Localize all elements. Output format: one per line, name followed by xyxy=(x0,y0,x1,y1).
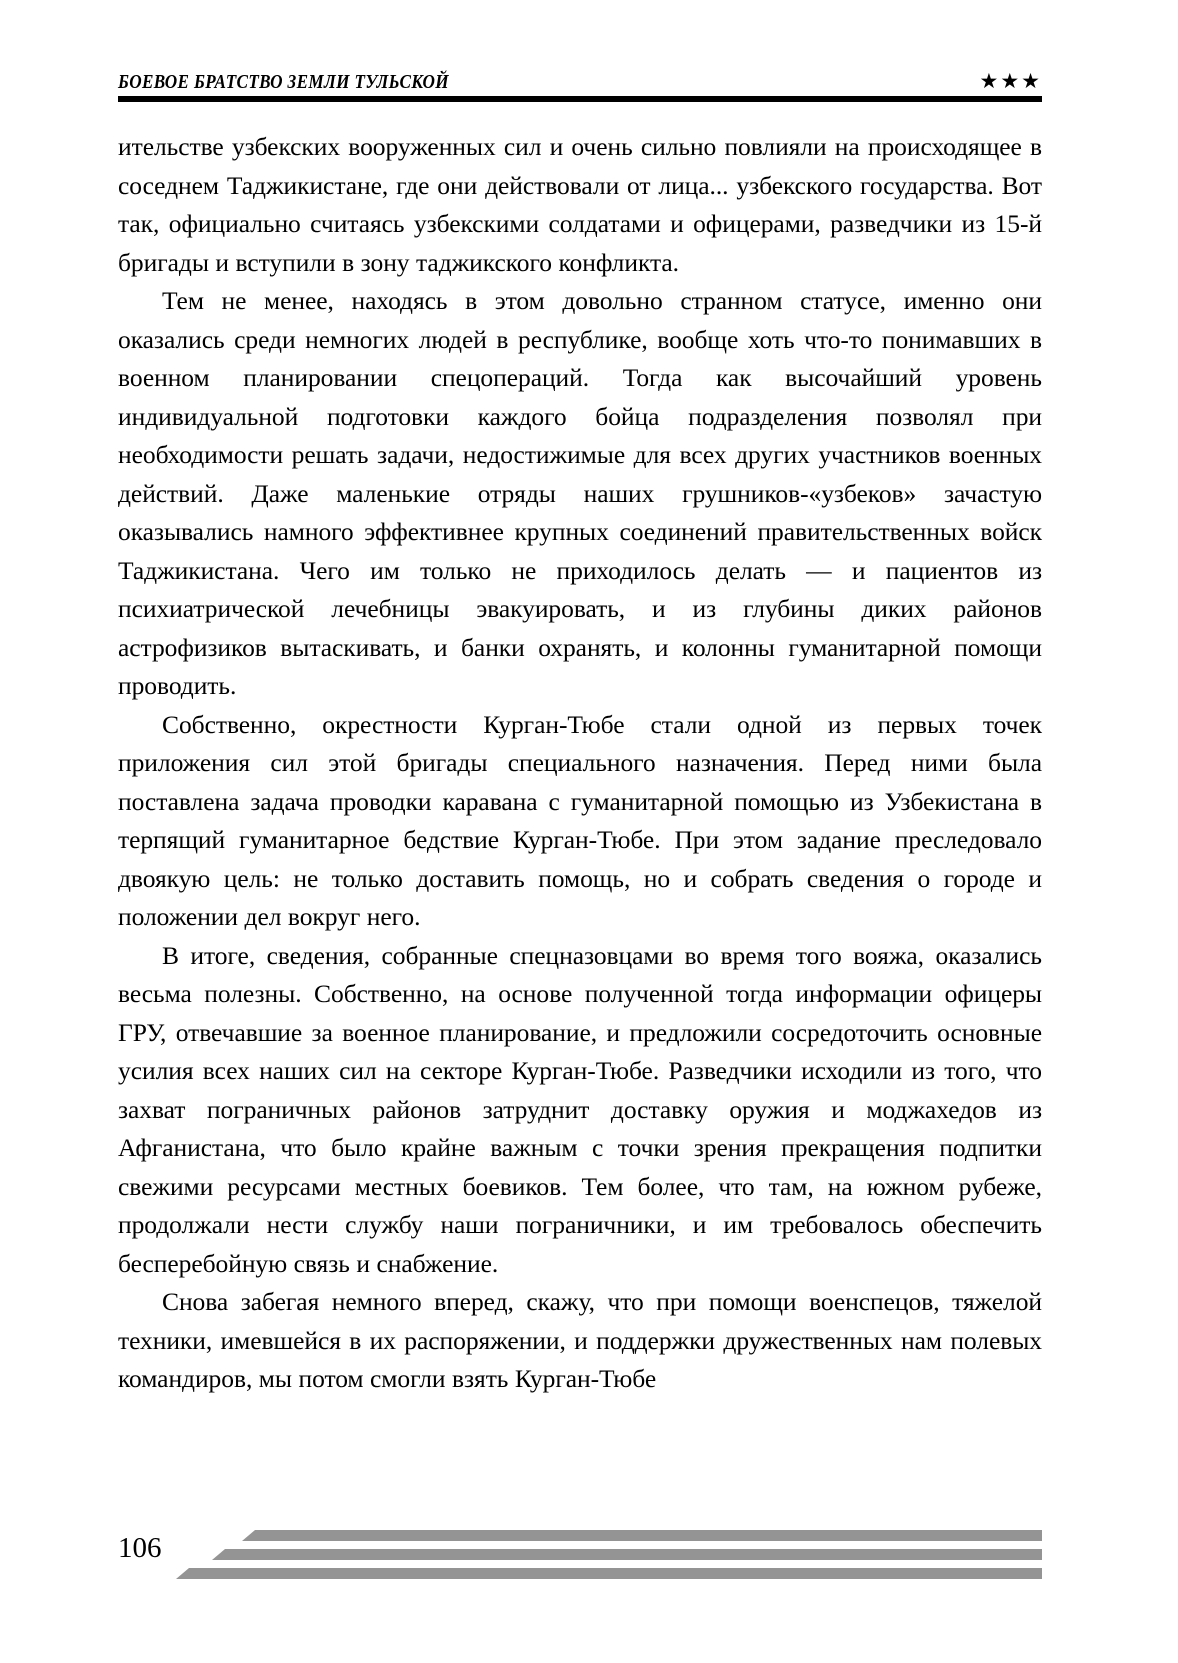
paragraph: В итоге, сведения, собранные спецназовцами во время того вояжа, оказались весьма полезны. Собственно, на основе полученной тогда информации офицеры ГРУ, отвечавшие за военное планирование, и предложили сосредоточить основные усилия всех наших сил на секторе Курган-Тюбе. Разведчики исходили из того, что захват пограничных районов затруднит доставку оружия и моджахедов из Афганистана, что было крайне важным с точки зрения прекращения подпитки свежими ресурсами местных боевиков. Тем более, что там, на южном рубеже, продолжали нести службу наши пограничники, и им требовалось обеспечить бесперебойную связь и снабжение. xyxy=(118,940,1042,1278)
body-text-column xyxy=(118,128,1042,1399)
footer-bar xyxy=(176,1568,1042,1579)
paragraph: ительстве узбекских вооруженных сил и очень сильно повлияли на происходящее в соседнем Таджикистане, где они действовали от лица... узбекского государства. Вот так, официально считаясь узбекскими солдатами и офицерами, разведчики из 15-й бригады и вступили в зону таджикского конфликта. xyxy=(118,132,1042,277)
running-header-title: БОЕВОЕ БРАТСТВО ЗЕМЛИ ТУЛЬСКОЙ xyxy=(118,71,449,93)
star-icon: ★★★ xyxy=(979,69,1042,93)
footer-bar xyxy=(242,1530,1042,1541)
paragraph: Собственно, окрестности Курган-Тюбе стали одной из первых точек приложения сил этой бригады специального назначения. Перед ними была поставлена задача проводки каравана с гуманитарной помощью из Узбекистана в терпящий гуманитарное бедствие Курган-Тюбе. При этом задание преследовало двоякую цель: не только доставить помощь, но и собрать сведения о городе и положении дел вокруг него. xyxy=(118,709,1042,931)
page-footer xyxy=(118,1520,1042,1590)
page-number: 106 xyxy=(118,1532,162,1564)
footer-decoration-bars xyxy=(176,1520,1042,1582)
footer-bar xyxy=(212,1549,1042,1560)
paragraph: Снова забегая немного вперед, скажу, что при помощи военспецов, тяжелой техники, имевшейся в их распоряжении, и поддержки дружественных нам полевых командиров, мы потом смогли взять Курган-Тюбе xyxy=(118,1287,1042,1393)
running-header xyxy=(118,52,1042,92)
paragraph: Тем не менее, находясь в этом довольно странном статусе, именно они оказались среди немногих людей в республике, вообще хоть что-то понимавших в военном планировании спецопераций. Тогда как высочайший уровень индивидуальной подготовки каждого бойца подразделения позволял при необходимости решать задачи, недостижимые для всех других участников военных действий. Даже маленькие отряды наших грушников-«узбеков» зачастую оказывались намного эффективнее крупных соединений правительственных войск Таджикистана. Чего им только не приходилось делать — и пациентов из психиатрической лечебницы эвакуировать, и из глубины диких районов астрофизиков вытаскивать, и банки охранять, и колонны гуманитарной помощи проводить. xyxy=(118,286,1042,700)
header-divider-rule xyxy=(118,96,1042,101)
